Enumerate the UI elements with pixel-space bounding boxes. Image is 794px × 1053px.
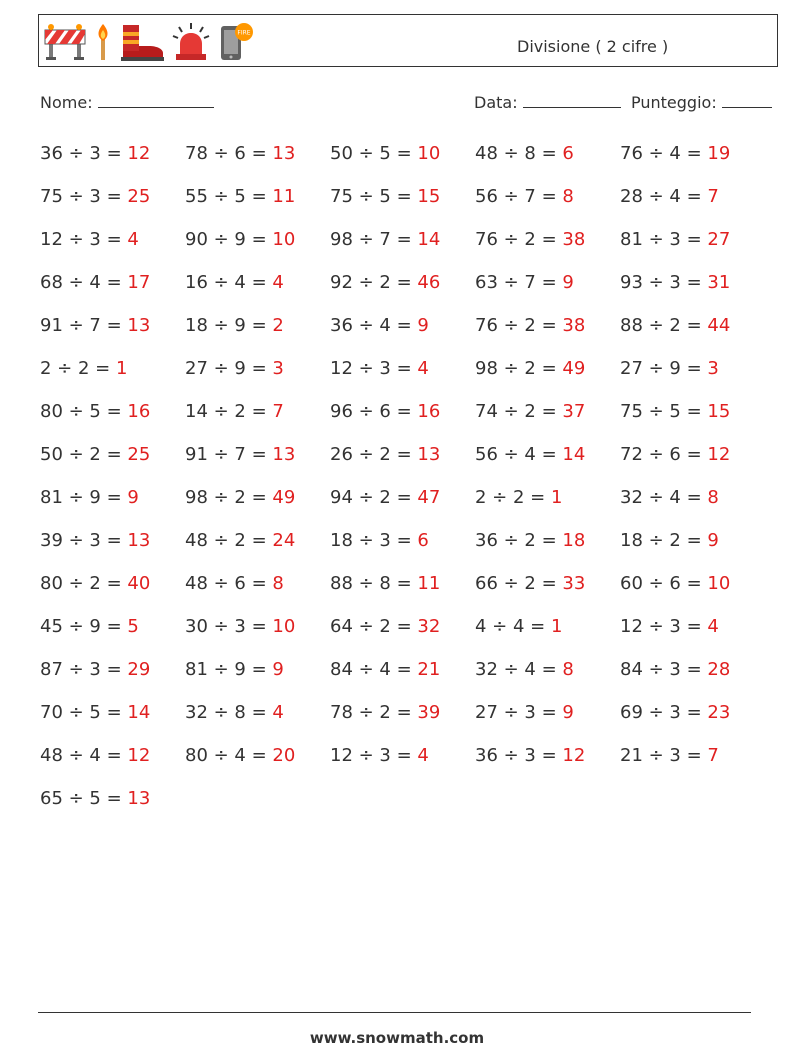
problem-question: 48 ÷ 4 = <box>40 745 122 766</box>
problem-answer: 19 <box>707 143 731 164</box>
problem-item <box>40 573 150 594</box>
problem-question: 14 ÷ 2 = <box>185 401 267 422</box>
problem-question: 39 ÷ 3 = <box>40 530 122 551</box>
problem-question: 75 ÷ 5 = <box>620 401 702 422</box>
problem-item <box>185 186 295 207</box>
problem-answer: 33 <box>562 573 586 594</box>
problem-answer: 40 <box>127 573 151 594</box>
problem-question: 4 ÷ 4 = <box>475 616 546 637</box>
name-field[interactable] <box>40 93 214 112</box>
problem-question: 91 ÷ 7 = <box>40 315 122 336</box>
worksheet-title: Divisione ( 2 cifre ) <box>517 37 669 56</box>
problem-question: 80 ÷ 2 = <box>40 573 122 594</box>
problem-question: 12 ÷ 3 = <box>330 745 412 766</box>
problem-question: 32 ÷ 8 = <box>185 702 267 723</box>
problem-question: 76 ÷ 2 = <box>475 315 557 336</box>
problem-question: 87 ÷ 3 = <box>40 659 122 680</box>
problem-question: 70 ÷ 5 = <box>40 702 122 723</box>
problem-answer: 4 <box>272 272 284 293</box>
problem-answer: 49 <box>272 487 296 508</box>
problem-item <box>330 659 440 680</box>
problem-question: 27 ÷ 9 = <box>620 358 702 379</box>
problem-answer: 9 <box>272 659 284 680</box>
problem-question: 96 ÷ 6 = <box>330 401 412 422</box>
problem-question: 50 ÷ 5 = <box>330 143 412 164</box>
problem-item <box>330 143 440 164</box>
problem-item <box>330 616 440 637</box>
problem-answer: 25 <box>127 186 151 207</box>
problem-question: 78 ÷ 2 = <box>330 702 412 723</box>
match-flame-icon <box>93 22 113 62</box>
problem-question: 48 ÷ 6 = <box>185 573 267 594</box>
problem-item <box>620 616 719 637</box>
problem-item <box>620 745 719 766</box>
problem-answer: 13 <box>417 444 441 465</box>
problem-answer: 8 <box>707 487 719 508</box>
problem-answer: 14 <box>127 702 151 723</box>
problem-question: 80 ÷ 5 = <box>40 401 122 422</box>
problem-item <box>185 143 295 164</box>
problem-answer: 49 <box>562 358 586 379</box>
problem-item <box>185 358 284 379</box>
problem-question: 75 ÷ 5 = <box>330 186 412 207</box>
siren-icon <box>171 22 211 62</box>
problem-answer: 13 <box>272 444 296 465</box>
problem-answer: 12 <box>127 143 151 164</box>
score-label: Punteggio: <box>631 93 717 112</box>
problem-item <box>40 272 150 293</box>
problem-question: 98 ÷ 7 = <box>330 229 412 250</box>
problem-answer: 12 <box>562 745 586 766</box>
problem-answer: 7 <box>707 186 719 207</box>
problem-question: 88 ÷ 2 = <box>620 315 702 336</box>
problem-item <box>475 401 585 422</box>
problem-answer: 3 <box>707 358 719 379</box>
problem-question: 48 ÷ 2 = <box>185 530 267 551</box>
problem-item <box>475 229 585 250</box>
problem-question: 75 ÷ 3 = <box>40 186 122 207</box>
problem-item <box>330 702 440 723</box>
problem-item <box>185 702 284 723</box>
problem-question: 81 ÷ 9 = <box>40 487 122 508</box>
problem-answer: 1 <box>550 487 563 508</box>
problem-answer: 17 <box>127 272 151 293</box>
problem-item <box>185 659 284 680</box>
problem-question: 56 ÷ 4 = <box>475 444 557 465</box>
problem-question: 55 ÷ 5 = <box>185 186 267 207</box>
problem-question: 81 ÷ 9 = <box>185 659 267 680</box>
problem-question: 2 ÷ 2 = <box>40 358 111 379</box>
problem-question: 65 ÷ 5 = <box>40 788 122 809</box>
problem-item <box>330 745 429 766</box>
problem-question: 60 ÷ 6 = <box>620 573 702 594</box>
problem-item <box>40 358 127 379</box>
problem-item <box>475 530 585 551</box>
problem-item <box>475 186 574 207</box>
problem-answer: 7 <box>707 745 719 766</box>
problem-answer: 32 <box>417 616 441 637</box>
problem-answer: 9 <box>127 487 139 508</box>
problem-question: 36 ÷ 4 = <box>330 315 412 336</box>
footer-divider <box>38 1012 751 1013</box>
date-label: Data: <box>474 93 518 112</box>
problem-answer: 13 <box>272 143 296 164</box>
problem-item <box>40 788 150 809</box>
problem-item <box>330 444 440 465</box>
problem-item <box>185 229 295 250</box>
problem-item <box>185 573 284 594</box>
problem-question: 36 ÷ 3 = <box>40 143 122 164</box>
problem-answer: 1 <box>550 616 563 637</box>
problem-answer: 47 <box>417 487 441 508</box>
problem-answer: 4 <box>417 358 429 379</box>
problem-answer: 4 <box>417 745 429 766</box>
problem-question: 56 ÷ 7 = <box>475 186 557 207</box>
problem-answer: 11 <box>272 186 296 207</box>
problem-answer: 2 <box>272 315 284 336</box>
problem-question: 2 ÷ 2 = <box>475 487 546 508</box>
problem-question: 36 ÷ 3 = <box>475 745 557 766</box>
problem-answer: 15 <box>417 186 441 207</box>
problem-item <box>330 401 440 422</box>
problem-answer: 10 <box>272 616 296 637</box>
problem-answer: 7 <box>272 401 284 422</box>
problem-answer: 38 <box>562 229 586 250</box>
name-blank[interactable] <box>98 93 214 108</box>
problem-answer: 38 <box>562 315 586 336</box>
problem-answer: 29 <box>127 659 151 680</box>
problem-answer: 3 <box>272 358 284 379</box>
problem-item <box>40 659 150 680</box>
problem-question: 76 ÷ 2 = <box>475 229 557 250</box>
problem-item <box>330 530 429 551</box>
name-label: Nome: <box>40 93 93 112</box>
problem-item <box>40 530 150 551</box>
problem-question: 84 ÷ 4 = <box>330 659 412 680</box>
problem-question: 81 ÷ 3 = <box>620 229 702 250</box>
problem-question: 76 ÷ 4 = <box>620 143 702 164</box>
worksheet-header <box>38 14 778 67</box>
problem-answer: 15 <box>707 401 731 422</box>
problem-question: 90 ÷ 9 = <box>185 229 267 250</box>
problem-item <box>40 745 150 766</box>
problem-answer: 4 <box>272 702 284 723</box>
problem-answer: 16 <box>417 401 441 422</box>
problem-item <box>40 143 150 164</box>
problem-item <box>475 616 562 637</box>
problem-item <box>330 487 440 508</box>
problem-answer: 10 <box>707 573 731 594</box>
problem-answer: 31 <box>707 272 731 293</box>
problem-answer: 1 <box>115 358 128 379</box>
problem-question: 27 ÷ 3 = <box>475 702 557 723</box>
problem-question: 21 ÷ 3 = <box>620 745 702 766</box>
problem-item <box>330 358 429 379</box>
problem-item <box>475 659 574 680</box>
problem-item <box>185 315 284 336</box>
problem-item <box>330 186 440 207</box>
problem-item <box>185 616 295 637</box>
problem-answer: 23 <box>707 702 731 723</box>
problem-item <box>620 229 730 250</box>
problem-question: 98 ÷ 2 = <box>185 487 267 508</box>
problem-answer: 39 <box>417 702 441 723</box>
problem-item <box>620 272 730 293</box>
problem-answer: 14 <box>417 229 441 250</box>
problem-question: 84 ÷ 3 = <box>620 659 702 680</box>
problem-question: 32 ÷ 4 = <box>620 487 702 508</box>
problem-answer: 9 <box>562 702 574 723</box>
problem-question: 32 ÷ 4 = <box>475 659 557 680</box>
problem-answer: 9 <box>417 315 429 336</box>
problem-answer: 4 <box>127 229 139 250</box>
problem-answer: 18 <box>562 530 586 551</box>
problem-question: 36 ÷ 2 = <box>475 530 557 551</box>
problem-question: 91 ÷ 7 = <box>185 444 267 465</box>
problem-item <box>620 401 730 422</box>
problem-item <box>475 143 574 164</box>
date-blank[interactable] <box>523 93 621 108</box>
problem-question: 92 ÷ 2 = <box>330 272 412 293</box>
problem-answer: 8 <box>272 573 284 594</box>
problem-question: 74 ÷ 2 = <box>475 401 557 422</box>
score-blank[interactable] <box>722 93 772 108</box>
problem-answer: 37 <box>562 401 586 422</box>
problem-question: 18 ÷ 9 = <box>185 315 267 336</box>
problem-question: 93 ÷ 3 = <box>620 272 702 293</box>
problem-answer: 12 <box>707 444 731 465</box>
problem-question: 28 ÷ 4 = <box>620 186 702 207</box>
problem-answer: 27 <box>707 229 731 250</box>
problem-item <box>185 401 284 422</box>
problem-question: 64 ÷ 2 = <box>330 616 412 637</box>
problem-answer: 6 <box>562 143 574 164</box>
problem-question: 78 ÷ 6 = <box>185 143 267 164</box>
problem-question: 16 ÷ 4 = <box>185 272 267 293</box>
problem-item <box>620 315 730 336</box>
problem-answer: 13 <box>127 315 151 336</box>
problem-question: 27 ÷ 9 = <box>185 358 267 379</box>
problem-answer: 46 <box>417 272 441 293</box>
problem-answer: 21 <box>417 659 441 680</box>
problem-answer: 44 <box>707 315 731 336</box>
problem-item <box>330 272 440 293</box>
problem-item <box>185 272 284 293</box>
problem-question: 12 ÷ 3 = <box>40 229 122 250</box>
problem-item <box>40 229 139 250</box>
problem-item <box>620 702 730 723</box>
phone-fire-icon <box>217 22 257 62</box>
problem-question: 66 ÷ 2 = <box>475 573 557 594</box>
header-icons <box>43 19 257 65</box>
problem-answer: 11 <box>417 573 441 594</box>
problem-question: 12 ÷ 3 = <box>330 358 412 379</box>
problem-question: 69 ÷ 3 = <box>620 702 702 723</box>
problem-question: 72 ÷ 6 = <box>620 444 702 465</box>
problem-item <box>185 487 295 508</box>
problem-item <box>620 573 730 594</box>
problem-item <box>475 745 585 766</box>
problem-question: 18 ÷ 2 = <box>620 530 702 551</box>
problem-item <box>475 487 562 508</box>
problem-question: 48 ÷ 8 = <box>475 143 557 164</box>
problem-item <box>40 444 150 465</box>
problem-answer: 24 <box>272 530 296 551</box>
problem-question: 18 ÷ 3 = <box>330 530 412 551</box>
problem-answer: 6 <box>417 530 429 551</box>
problem-answer: 28 <box>707 659 731 680</box>
problem-item <box>620 444 730 465</box>
problem-question: 30 ÷ 3 = <box>185 616 267 637</box>
problem-answer: 10 <box>417 143 441 164</box>
problem-answer: 10 <box>272 229 296 250</box>
problem-answer: 20 <box>272 745 296 766</box>
problem-item <box>620 487 719 508</box>
problem-item <box>620 186 719 207</box>
date-field[interactable] <box>474 93 621 112</box>
problem-item <box>40 487 139 508</box>
problem-item <box>330 573 440 594</box>
problem-item <box>40 186 150 207</box>
problem-item <box>620 659 730 680</box>
problem-question: 45 ÷ 9 = <box>40 616 122 637</box>
problem-question: 12 ÷ 3 = <box>620 616 702 637</box>
problem-answer: 25 <box>127 444 151 465</box>
problem-answer: 5 <box>127 616 139 637</box>
problem-item <box>40 616 139 637</box>
score-field[interactable] <box>631 93 772 112</box>
problem-question: 68 ÷ 4 = <box>40 272 122 293</box>
problem-item <box>40 401 150 422</box>
problem-item <box>185 530 295 551</box>
problem-answer: 9 <box>707 530 719 551</box>
problem-item <box>475 272 574 293</box>
problem-item <box>475 315 585 336</box>
problem-answer: 8 <box>562 659 574 680</box>
problem-item <box>330 229 440 250</box>
problem-item <box>475 358 585 379</box>
problem-answer: 16 <box>127 401 151 422</box>
problem-answer: 9 <box>562 272 574 293</box>
problem-question: 26 ÷ 2 = <box>330 444 412 465</box>
phone-badge-text: FIRE <box>237 29 251 37</box>
problem-item <box>40 702 150 723</box>
problem-item <box>330 315 429 336</box>
problem-question: 50 ÷ 2 = <box>40 444 122 465</box>
footer-website: www.snowmath.com <box>309 1029 485 1047</box>
problem-answer: 13 <box>127 788 151 809</box>
problem-question: 88 ÷ 8 = <box>330 573 412 594</box>
problem-item <box>620 530 719 551</box>
fire-boot-icon <box>119 22 165 62</box>
road-barrier-icon <box>43 22 87 62</box>
problem-answer: 4 <box>707 616 719 637</box>
problem-answer: 13 <box>127 530 151 551</box>
problem-item <box>475 573 585 594</box>
problem-item <box>40 315 150 336</box>
problem-answer: 12 <box>127 745 151 766</box>
problem-answer: 8 <box>562 186 574 207</box>
problem-item <box>185 444 295 465</box>
problem-question: 80 ÷ 4 = <box>185 745 267 766</box>
problem-item <box>475 444 585 465</box>
problem-item <box>620 143 730 164</box>
problem-question: 94 ÷ 2 = <box>330 487 412 508</box>
problem-answer: 14 <box>562 444 586 465</box>
problem-question: 63 ÷ 7 = <box>475 272 557 293</box>
problem-item <box>475 702 574 723</box>
problem-item <box>185 745 295 766</box>
problem-item <box>620 358 719 379</box>
problem-question: 98 ÷ 2 = <box>475 358 557 379</box>
